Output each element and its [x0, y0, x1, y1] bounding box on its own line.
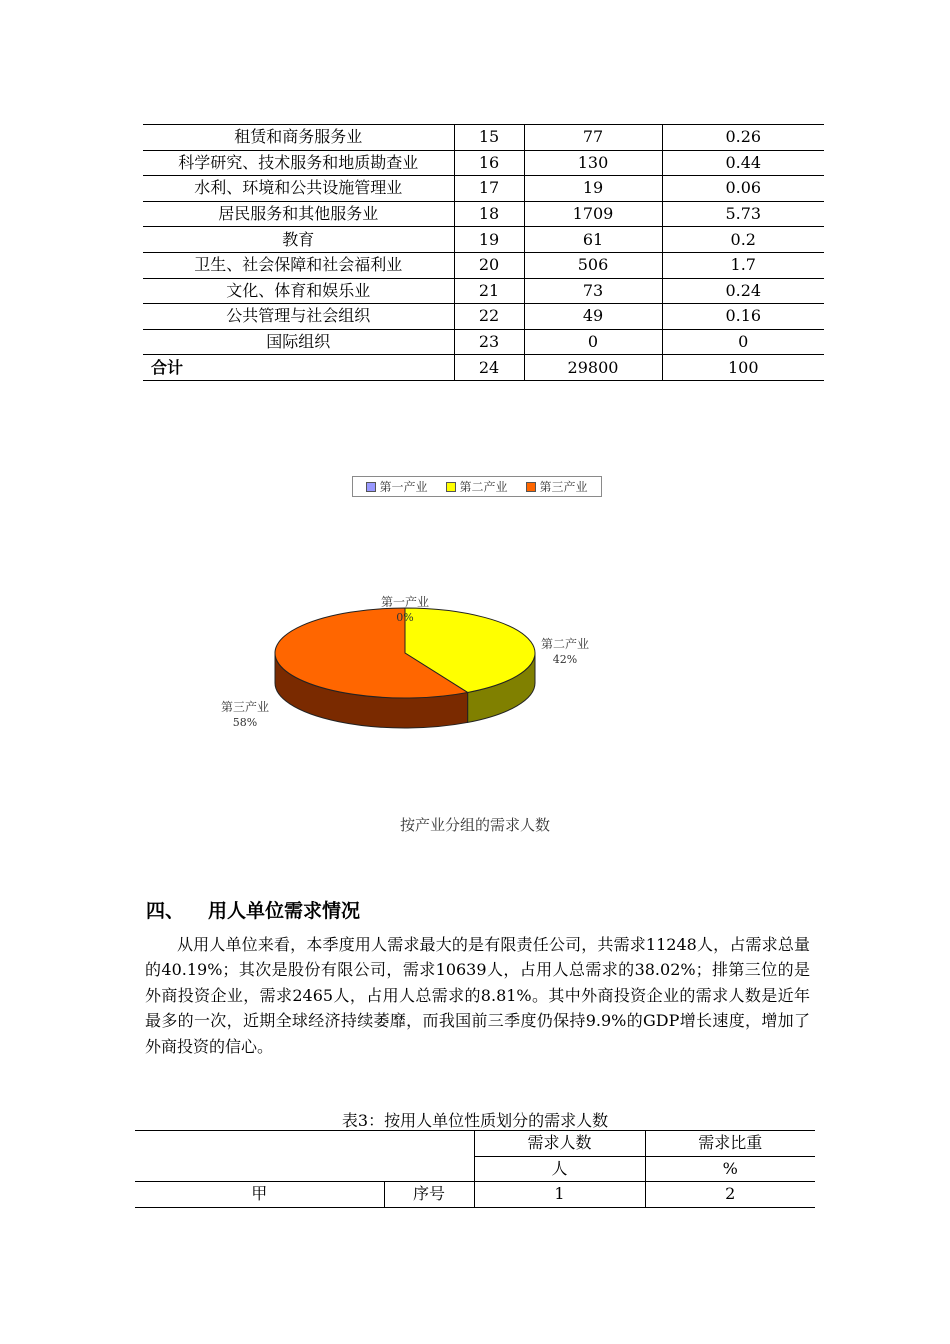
pie-label-tertiary [200, 700, 290, 730]
table-row [143, 304, 824, 330]
table-row [143, 125, 824, 151]
industry-name-cell: 教育 [143, 227, 454, 253]
seq-cell: 20 [454, 252, 524, 278]
industry-name-cell: 公共管理与社会组织 [143, 304, 454, 330]
pie-label-secondary-value: 42% [552, 653, 578, 666]
table-total-row [143, 355, 824, 381]
seq-cell: 16 [454, 150, 524, 176]
seq-cell: 23 [454, 329, 524, 355]
table-row [143, 150, 824, 176]
section-number: 四、 [146, 900, 185, 922]
seq-cell: 18 [454, 201, 524, 227]
table3-row-seq: 序号 [384, 1182, 474, 1208]
industry-demand-table [143, 124, 824, 381]
pct-cell: 0.44 [662, 150, 824, 176]
industry-name-cell: 合计 [143, 355, 454, 381]
table-row [143, 252, 824, 278]
pie-label-primary [360, 595, 450, 625]
section-heading [146, 896, 360, 923]
table-row [143, 227, 824, 253]
chart-title: 按产业分组的需求人数 [399, 816, 550, 834]
table3-row-n2: 2 [645, 1182, 815, 1208]
legend-label-primary: 第一产业 [379, 480, 428, 494]
legend-swatch-secondary [446, 482, 456, 492]
industry-name-cell: 卫生、社会保障和社会福利业 [143, 252, 454, 278]
legend-item-primary [366, 478, 427, 495]
count-cell: 49 [524, 304, 662, 330]
legend-label-secondary: 第二产业 [459, 480, 508, 494]
table3-header-row [135, 1131, 815, 1157]
industry-name-cell: 水利、环境和公共设施管理业 [143, 176, 454, 202]
table3-row-n1: 1 [474, 1182, 645, 1208]
seq-cell: 15 [454, 125, 524, 151]
table3-unit-demand: 人 [474, 1156, 645, 1182]
industry-name-cell: 国际组织 [143, 329, 454, 355]
industry-name-cell: 文化、体育和娱乐业 [143, 278, 454, 304]
table3-col-ratio: 需求比重 [645, 1131, 815, 1157]
count-cell: 77 [524, 125, 662, 151]
legend-swatch-primary [366, 482, 376, 492]
pie-label-secondary-name: 第二产业 [540, 637, 589, 651]
table3-col-demand: 需求人数 [474, 1131, 645, 1157]
table-row [143, 176, 824, 202]
industry-name-cell: 居民服务和其他服务业 [143, 201, 454, 227]
pie-label-secondary [520, 637, 610, 667]
table3-corner-cell [135, 1131, 474, 1182]
seq-cell: 22 [454, 304, 524, 330]
pie-label-tertiary-value: 58% [232, 716, 258, 729]
pct-cell: 100 [662, 355, 824, 381]
table3-caption: 表3：按用人单位性质划分的需求人数 [341, 1111, 609, 1130]
table3-row-a: 甲 [135, 1182, 384, 1208]
legend-item-tertiary [526, 478, 587, 495]
table3-unit-ratio: % [645, 1156, 815, 1182]
section-title: 用人单位需求情况 [208, 900, 361, 922]
industry-name-cell: 租赁和商务服务业 [143, 125, 454, 151]
table-row [143, 201, 824, 227]
count-cell: 1709 [524, 201, 662, 227]
section-paragraph: 从用人单位来看，本季度用人需求最大的是有限责任公司，共需求11248人，占需求总量的40.19%；其次是股份有限公司，需求10639人，占用人总需求的38.02%；排第三位的是外商投资企业，需求2465人，占用人总需求的8.81%。其中外商投资企业的需求人数是近年最多的一次，近期全球经济持续萎靡，而我国前三季度仍保持9.9%的GDP增长速度，增加了外商投资的信心。 [145, 935, 810, 1056]
count-cell: 0 [524, 329, 662, 355]
legend-item-secondary [446, 478, 507, 495]
pct-cell: 0.26 [662, 125, 824, 151]
count-cell: 130 [524, 150, 662, 176]
pct-cell: 0 [662, 329, 824, 355]
count-cell: 506 [524, 252, 662, 278]
pie-label-primary-value: 0% [396, 611, 414, 624]
pct-cell: 0.06 [662, 176, 824, 202]
seq-cell: 21 [454, 278, 524, 304]
seq-cell: 24 [454, 355, 524, 381]
pct-cell: 0.2 [662, 227, 824, 253]
pie-label-tertiary-name: 第三产业 [220, 700, 269, 714]
table-row [143, 278, 824, 304]
count-cell: 61 [524, 227, 662, 253]
pie-label-primary-name: 第一产业 [380, 595, 429, 609]
count-cell: 19 [524, 176, 662, 202]
seq-cell: 19 [454, 227, 524, 253]
legend-swatch-tertiary [526, 482, 536, 492]
count-cell: 29800 [524, 355, 662, 381]
pct-cell: 0.24 [662, 278, 824, 304]
industry-table-body [143, 125, 824, 381]
chart-legend [352, 476, 602, 497]
count-cell: 73 [524, 278, 662, 304]
pct-cell: 5.73 [662, 201, 824, 227]
legend-label-tertiary: 第三产业 [539, 480, 588, 494]
pct-cell: 1.7 [662, 252, 824, 278]
seq-cell: 17 [454, 176, 524, 202]
table-row [143, 329, 824, 355]
industry-name-cell: 科学研究、技术服务和地质勘查业 [143, 150, 454, 176]
table3 [135, 1130, 815, 1208]
table3-index-row [135, 1182, 815, 1208]
pct-cell: 0.16 [662, 304, 824, 330]
